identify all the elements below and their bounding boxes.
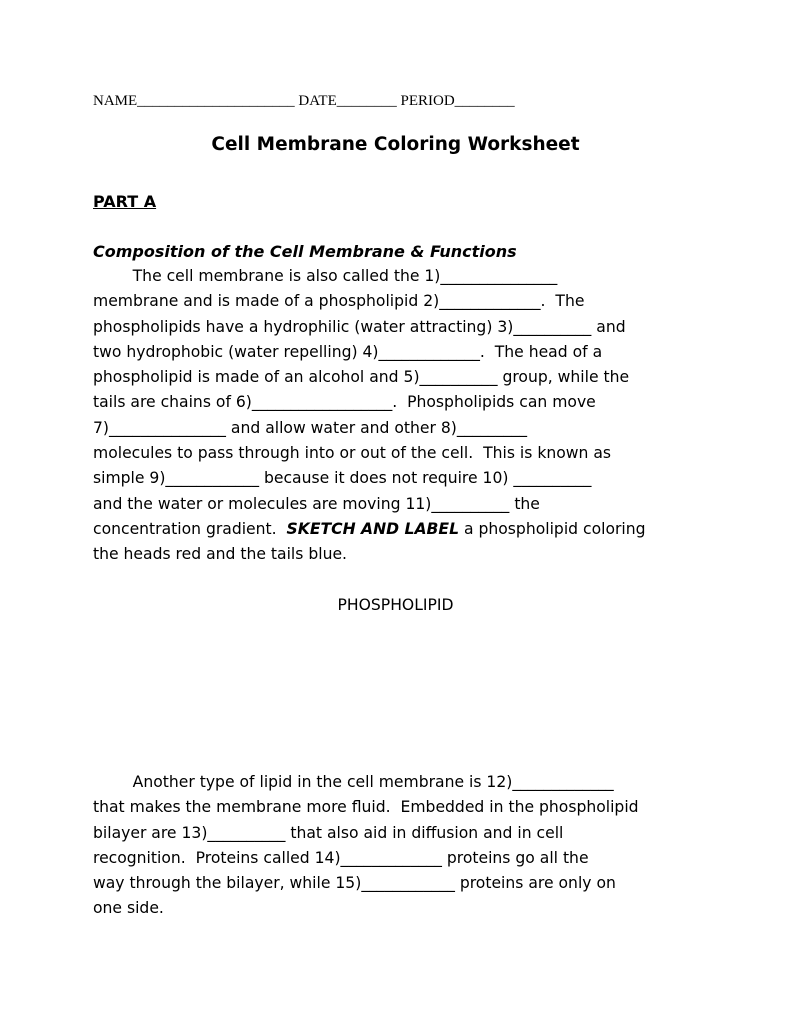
paragraph-line: bilayer are 13)__________ that also aid in diffusion and in cell (93, 823, 564, 842)
paragraph-composition (93, 264, 703, 568)
paragraph-line: that makes the membrane more fluid. Embedded in the phospholipid (93, 798, 639, 817)
paragraph-line: the heads red and the tails blue. (93, 545, 347, 564)
section-heading: Composition of the Cell Membrane & Functions (93, 242, 517, 261)
paragraph-line: The cell membrane is also called the 1)_______________ (93, 267, 558, 285)
paragraph-line-instruction (93, 517, 703, 542)
paragraph-line: two hydrophobic (water repelling) 4)_____________. The head of a (93, 342, 603, 361)
paragraph-line: Another type of lipid in the cell membrane is 12)_____________ (93, 773, 614, 791)
instruction-suffix: a phospholipid coloring (459, 519, 646, 538)
paragraph-line: membrane and is made of a phospholipid 2)_____________. The (93, 292, 585, 311)
worksheet-title: Cell Membrane Coloring Worksheet (211, 134, 580, 155)
paragraph-line: simple 9)____________ because it does not require 10) __________ (93, 469, 592, 488)
paragraph-line: one side. (93, 899, 164, 918)
instruction-prefix: concentration gradient. (93, 519, 287, 538)
sketch-and-label-emphasis: SKETCH AND LABEL (286, 519, 460, 538)
sketch-area[interactable] (93, 625, 703, 765)
paragraph-line: 7)_______________ and allow water and other 8)_________ (93, 418, 528, 437)
paragraph-line: tails are chains of 6)__________________. Phospholipids can move (93, 393, 596, 412)
paragraph-lipids-proteins (93, 770, 703, 922)
paragraph-line: way through the bilayer, while 15)____________ proteins are only on (93, 874, 616, 893)
phospholipid-sketch-label: PHOSPHOLIPID (337, 596, 454, 614)
student-info-header: NAME_____________________ DATE________ PERIOD________ (93, 93, 515, 109)
part-label: PART A (93, 192, 157, 211)
paragraph-line: recognition. Proteins called 14)_____________ proteins go all the (93, 848, 589, 867)
paragraph-line: phospholipid is made of an alcohol and 5)__________ group, while the (93, 368, 630, 387)
paragraph-line: molecules to pass through into or out of the cell. This is known as (93, 444, 612, 463)
paragraph-line: phospholipids have a hydrophilic (water attracting) 3)__________ and (93, 317, 626, 336)
paragraph-line: and the water or molecules are moving 11)__________ the (93, 494, 540, 513)
